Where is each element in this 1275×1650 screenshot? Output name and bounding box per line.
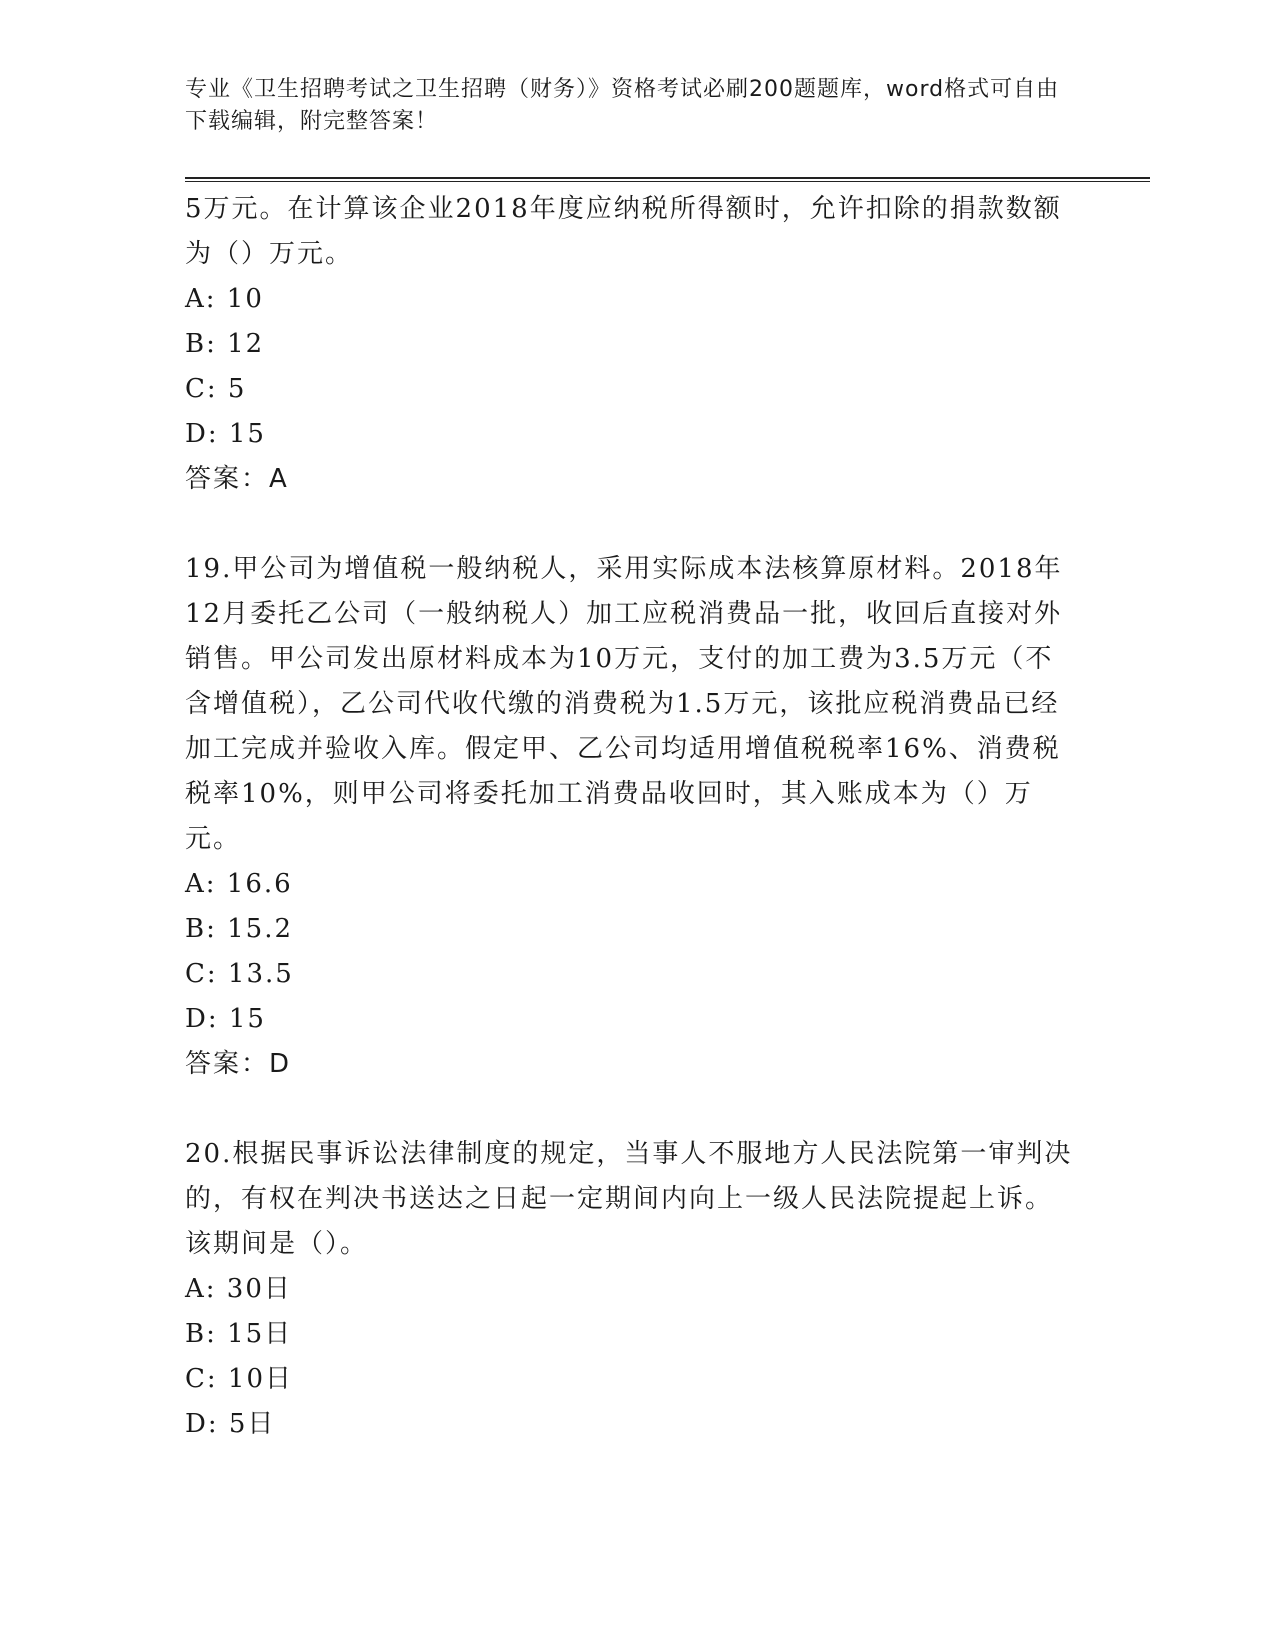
- spacer: [185, 1087, 1075, 1132]
- option-d: D: 5日: [185, 1409, 276, 1439]
- option-d: D: 15: [185, 1004, 266, 1034]
- option-a: A: 30日: [185, 1274, 292, 1304]
- answer-line: 答案：A: [185, 464, 289, 494]
- option-a: A: 10: [185, 284, 264, 314]
- option-c: C: 13.5: [185, 959, 294, 989]
- option-d: D: 15: [185, 419, 266, 449]
- document-header: 专业《卫生招聘考试之卫生招聘（财务）》资格考试必刷200题题库，word格式可自由下载编辑，附完整答案！: [185, 77, 1060, 134]
- option-c: C: 5: [185, 374, 247, 404]
- answer-line: 答案：D: [185, 1049, 292, 1079]
- option-a: A: 16.6: [185, 869, 293, 899]
- question-stem: 20.根据民事诉讼法律制度的规定，当事人不服地方人民法院第一审判决的，有权在判决书送达之日起一定期间内向上一级人民法院提起上诉。该期间是（）。: [185, 1139, 1073, 1259]
- question-block: [185, 187, 1075, 502]
- question-stem: 5万元。在计算该企业2018年度应纳税所得额时，允许扣除的捐款数额为（）万元。: [185, 194, 1062, 269]
- option-b: B: 15日: [185, 1319, 293, 1349]
- document-body: [185, 187, 1075, 1447]
- question-block: [185, 547, 1075, 1087]
- spacer: [185, 502, 1075, 547]
- option-b: B: 12: [185, 329, 265, 359]
- question-block: [185, 1132, 1075, 1447]
- question-stem: 19.甲公司为增值税一般纳税人，采用实际成本法核算原材料。2018年12月委托乙公司（一般纳税人）加工应税消费品一批，收回后直接对外销售。甲公司发出原材料成本为10万元，支付的加工费为3.5万元（不含增值税），乙公司代收代缴的消费税为1.5万元，该批应税消费品已经加工完成并验收入库。假定甲、乙公司均适用增值税税率16%、消费税税率10%，则甲公司将委托加工消费品收回时，其入账成本为（）万元。: [185, 554, 1063, 854]
- option-c: C: 10日: [185, 1364, 294, 1394]
- header-divider: [185, 177, 1150, 182]
- option-b: B: 15.2: [185, 914, 294, 944]
